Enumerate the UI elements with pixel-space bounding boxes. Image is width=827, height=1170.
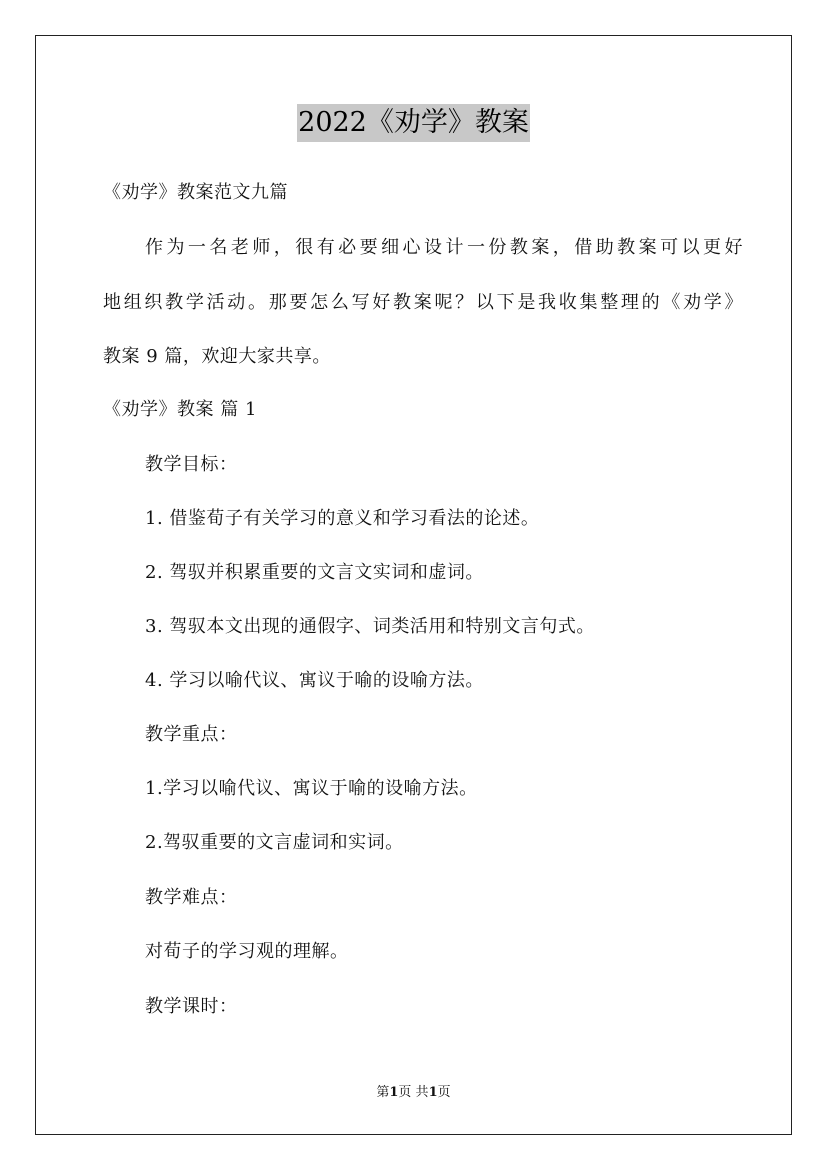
list-item: 2. 驾驭并积累重要的文言文实词和虚词。 <box>145 562 484 583</box>
paragraph-line: 地组织教学活动。那要怎么写好教案呢？以下是我收集整理的《劝学》 <box>103 292 743 313</box>
page-mid: 页 共 <box>398 1085 429 1100</box>
page-total: 1 <box>428 1085 438 1100</box>
section-heading: 《劝学》教案 篇 1 <box>103 399 257 420</box>
page-prefix: 第 <box>376 1085 390 1100</box>
subheading: 教学重点： <box>145 724 238 745</box>
list-item: 2.驾驭重要的文言虚词和实词。 <box>145 832 404 853</box>
subheading: 教学课时： <box>145 996 238 1017</box>
list-item: 1. 借鉴荀子有关学习的意义和学习看法的论述。 <box>145 508 540 529</box>
page-current: 1 <box>389 1085 399 1100</box>
paragraph-line: 对荀子的学习观的理解。 <box>145 941 349 962</box>
paragraph-line: 作为一名老师，很有必要细心设计一份教案，借助教案可以更好 <box>145 237 743 258</box>
subheading: 教学目标： <box>145 454 238 475</box>
list-item: 4. 学习以喻代议、寓议于喻的设喻方法。 <box>145 670 484 691</box>
paragraph-line: 教案 9 篇，欢迎大家共享。 <box>103 346 331 367</box>
list-item: 3. 驾驭本文出现的通假字、词类活用和特别文言句式。 <box>145 616 595 637</box>
list-item: 1.学习以喻代议、寓议于喻的设喻方法。 <box>145 778 478 799</box>
page-footer <box>0 1084 827 1102</box>
subheading: 教学难点： <box>145 887 238 908</box>
page-suffix: 页 <box>437 1085 451 1100</box>
document-title-wrap <box>0 104 827 142</box>
subtitle-line: 《劝学》教案范文九篇 <box>103 182 288 203</box>
document-title: 2022《劝学》教案 <box>297 104 530 142</box>
